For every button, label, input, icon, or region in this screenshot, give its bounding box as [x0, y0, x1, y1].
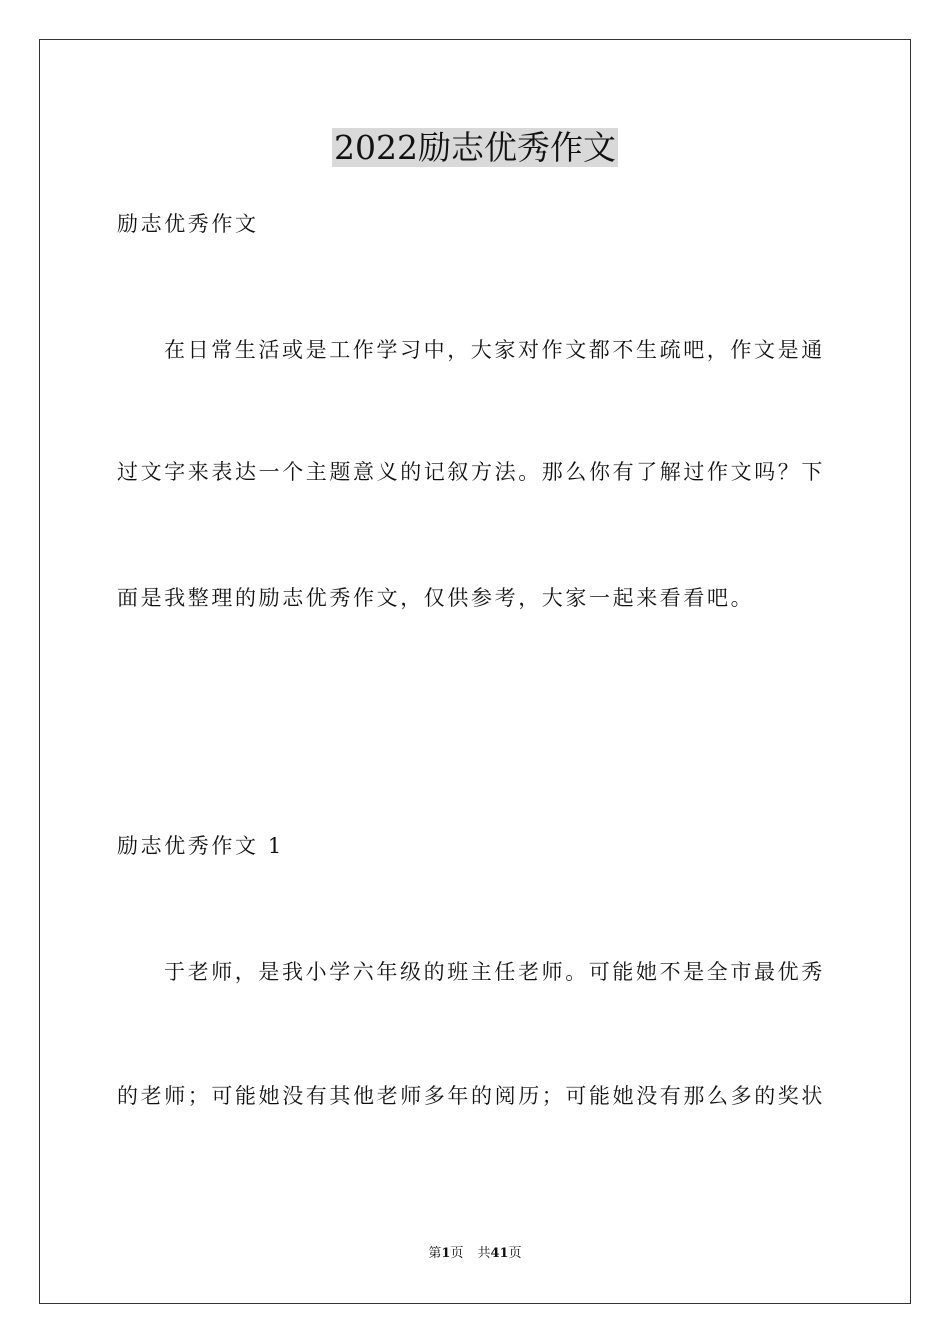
document-title-text: 2022励志优秀作文	[334, 128, 616, 167]
page-footer	[0, 1245, 950, 1263]
footer-total-prefix: 共	[477, 1246, 491, 1261]
section-line-1: 于老师，是我小学六年级的班主任老师。可能她不是全市最优秀	[164, 960, 825, 984]
intro-line-3: 面是我整理的励志优秀作文，仅供参考，大家一起来看看吧。	[117, 586, 755, 610]
footer-total-suffix: 页	[508, 1246, 522, 1261]
footer-total-pages: 41	[490, 1246, 509, 1261]
footer-page-suffix: 页	[450, 1246, 464, 1261]
intro-line-2: 过文字来表达一个主题意义的记叙方法。那么你有了解过作文吗？下	[117, 460, 825, 484]
footer-page-prefix: 第	[428, 1246, 442, 1261]
intro-line-1: 在日常生活或是工作学习中，大家对作文都不生疏吧，作文是通	[164, 338, 825, 362]
footer-page-number: 1	[441, 1246, 451, 1261]
section-line-2: 的老师；可能她没有其他老师多年的阅历；可能她没有那么多的奖状	[117, 1084, 825, 1108]
document-title	[0, 126, 950, 170]
section-heading: 励志优秀作文 1	[117, 834, 284, 858]
document-subtitle: 励志优秀作文	[117, 212, 259, 236]
